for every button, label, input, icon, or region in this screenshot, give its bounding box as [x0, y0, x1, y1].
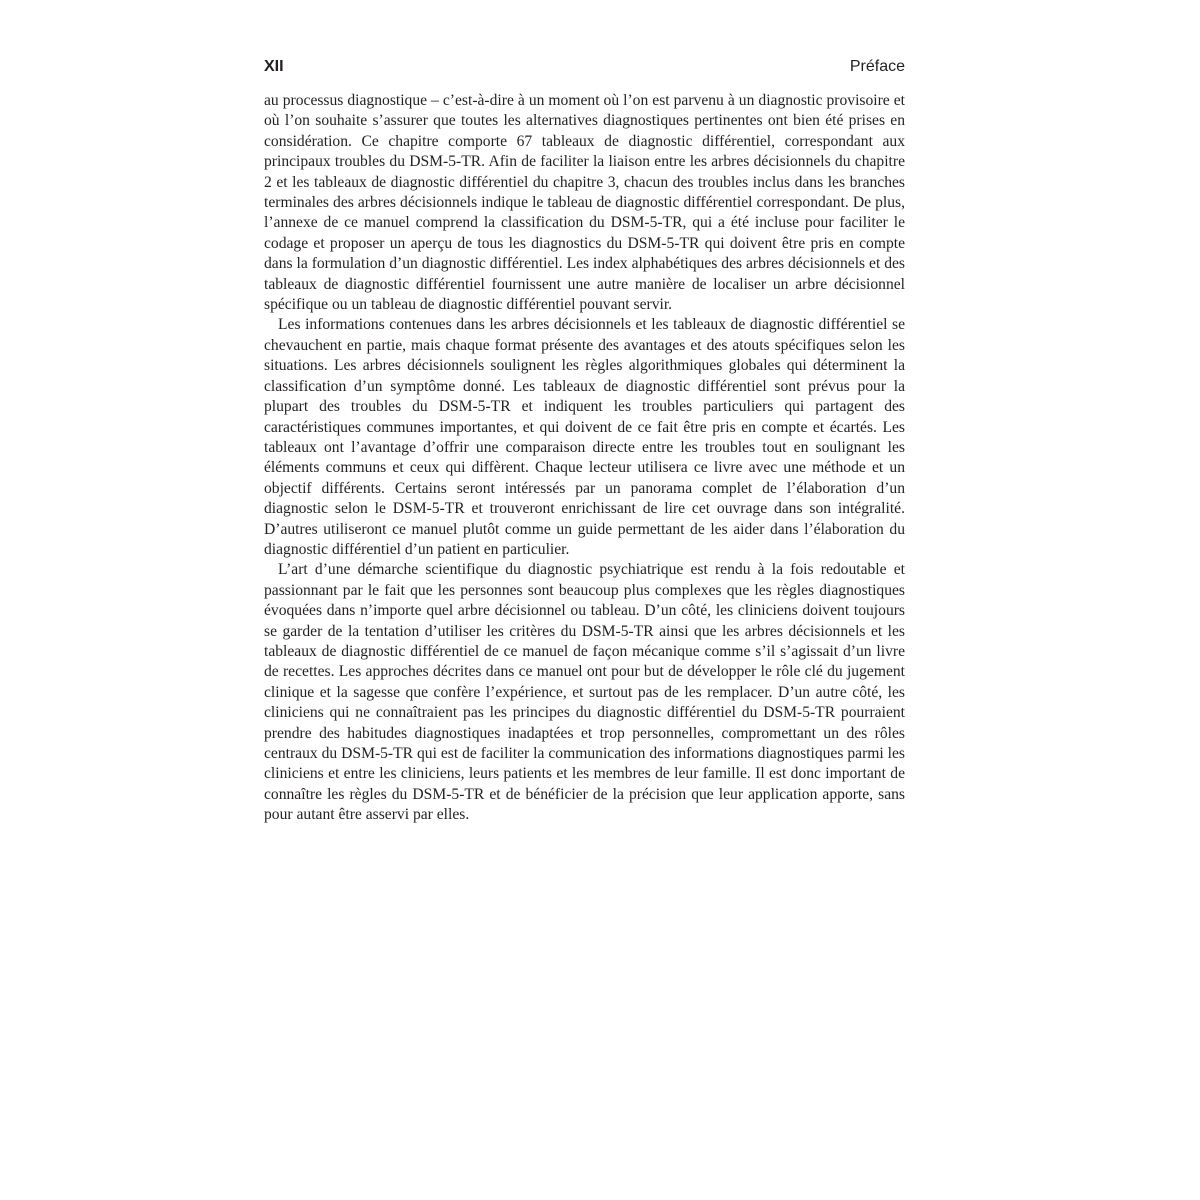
running-header: [264, 58, 905, 82]
page-number: XII: [264, 58, 284, 75]
book-page: [264, 58, 905, 826]
paragraph: au processus diagnostique – c’est-à-dire à un moment où l’on est parvenu à un diagnostic provisoire et où l’on souhaite s’assurer que toutes les alternatives diagnostiques pertinentes ont bien été prises en considération. Ce chapitre comporte 67 tableaux de diagnostic différentiel, correspondant aux principaux troubles du DSM-5-TR. Afin de faciliter la liaison entre les arbres décisionnels du chapitre 2 et les tableaux de diagnostic différentiel du chapitre 3, chacun des troubles inclus dans les branches terminales des arbres décisionnels indique le tableau de diagnostic différentiel correspondant. De plus, l’annexe de ce manuel comprend la classification du DSM-5-TR, qui a été incluse pour faciliter le codage et proposer un aperçu de tous les diagnostics du DSM-5-TR qui doivent être pris en compte dans la formulation d’un diagnostic différentiel. Les index alphabétiques des arbres décisionnels et des tableaux de diagnostic différentiel fournissent une autre manière de localiser un arbre décisionnel spécifique ou un tableau de diagnostic différentiel pouvant servir.: [264, 92, 905, 314]
section-title: Préface: [849, 58, 905, 75]
body-text: [264, 91, 905, 826]
paragraph: Les informations contenues dans les arbres décisionnels et les tableaux de diagnostic différentiel se chevauchent en partie, mais chaque format présente des avantages et des atouts spécifiques selon les situations. Les arbres décisionnels soulignent les règles algorithmiques globales qui déterminent la classification d’un symptôme donné. Les tableaux de diagnostic différentiel sont prévus pour la plupart des troubles du DSM-5-TR et indiquent les troubles particuliers qui partagent des caractéristiques communes importantes, et qui doivent de ce fait être pris en compte et écartés. Les tableaux ont l’avantage d’offrir une comparaison directe entre les troubles tout en soulignant les éléments communs et ceux qui diffèrent. Chaque lecteur utilisera ce livre avec une méthode et un objectif différents. Certains seront intéressés par un panorama complet de l’élaboration d’un diagnostic selon le DSM-5-TR et trouveront enrichissant de lire cet ouvrage dans son intégralité. D’autres utiliseront ce manuel plutôt comme un guide permettant de les aider dans l’élaboration du diagnostic différentiel d’un patient en particulier.: [264, 316, 905, 558]
paragraph: L’art d’une démarche scientifique du diagnostic psychiatrique est rendu à la fois redoutable et passionnant par le fait que les personnes sont beaucoup plus complexes que les règles diagnostiques évoquées dans n’importe quel arbre décisionnel ou tableau. D’un côté, les cliniciens doivent toujours se garder de la tentation d’utiliser les critères du DSM-5-TR ainsi que les arbres décisionnels et les tableaux de diagnostic différentiel de ce manuel de façon mécanique comme s’il s’agissait d’un livre de recettes. Les approches décrites dans ce manuel ont pour but de développer le rôle clé du jugement clinique et la sagesse que confère l’expérience, et surtout pas de les remplacer. D’un autre côté, les cliniciens qui ne connaîtraient pas les principes du diagnostic différentiel du DSM-5-TR pourraient prendre des habitudes diagnostiques inadaptées et trop personnelles, compromettant un des rôles centraux du DSM-5-TR qui est de faciliter la communication des informations diagnostiques parmi les cliniciens et entre les cliniciens, leurs patients et les membres de leur famille. Il est donc important de connaître les règles du DSM-5-TR et de bénéficier de la précision que leur application apporte, sans pour autant être asservi par elles.: [264, 561, 905, 824]
